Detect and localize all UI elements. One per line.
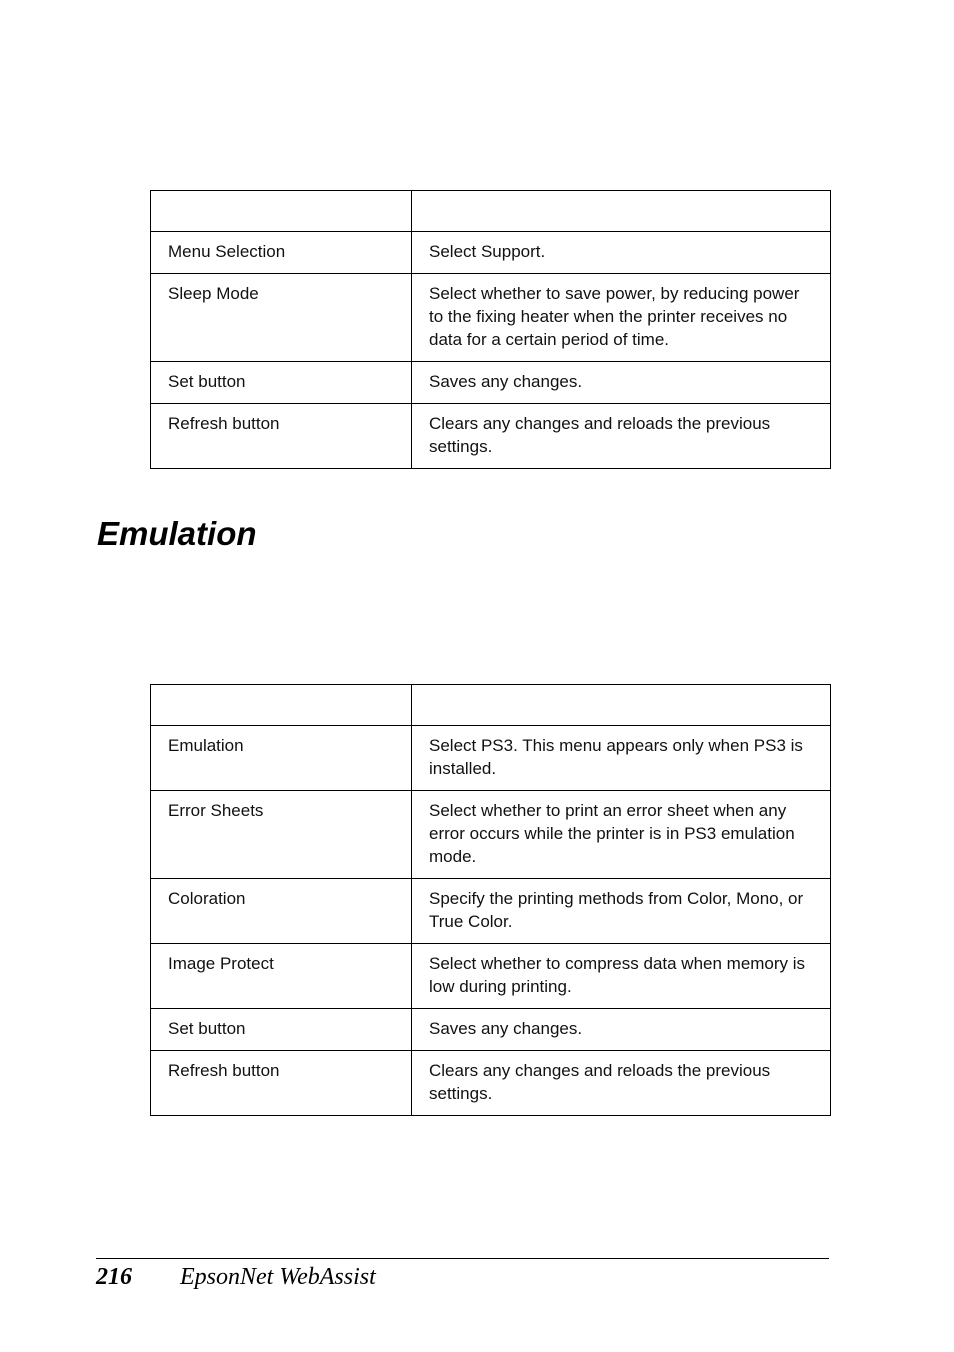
table-row [151,944,831,1009]
row-description: Specify the printing methods from Color, Mono, or True Color. [412,879,831,944]
footer-divider [96,1258,829,1259]
row-label: Set button [151,1009,412,1051]
settings-table-emulation [150,684,831,1116]
page-number: 216 [96,1264,132,1290]
row-label: Error Sheets [151,791,412,879]
table-header-row [151,685,831,726]
page-footer [96,1262,376,1292]
table-header-row [151,191,831,232]
table-header-cell [412,191,831,232]
row-description: Select PS3. This menu appears only when PS3 is installed. [412,726,831,791]
table-header-cell [151,191,412,232]
row-label: Sleep Mode [151,274,412,362]
settings-table-support [150,190,831,469]
table-row [151,404,831,469]
row-label: Refresh button [151,1051,412,1116]
row-label: Menu Selection [151,232,412,274]
table-row [151,791,831,879]
section-title: Emulation [97,515,257,552]
row-label: Image Protect [151,944,412,1009]
row-description: Saves any changes. [412,1009,831,1051]
table-row [151,879,831,944]
row-description: Clears any changes and reloads the previous settings. [412,1051,831,1116]
table-row [151,274,831,362]
row-description: Select Support. [412,232,831,274]
row-description: Select whether to save power, by reducing power to the fixing heater when the printer receives no data for a certain period of time. [412,274,831,362]
row-description: Select whether to print an error sheet when any error occurs while the printer is in PS3 emulation mode. [412,791,831,879]
table-row [151,1051,831,1116]
table-row [151,232,831,274]
row-label: Set button [151,362,412,404]
table-header-cell [412,685,831,726]
row-label: Refresh button [151,404,412,469]
row-label: Emulation [151,726,412,791]
table-row [151,362,831,404]
footer-title: EpsonNet WebAssist [180,1264,376,1290]
row-description: Clears any changes and reloads the previous settings. [412,404,831,469]
row-description: Select whether to compress data when memory is low during printing. [412,944,831,1009]
table-row [151,726,831,791]
table-row [151,1009,831,1051]
row-description: Saves any changes. [412,362,831,404]
table-header-cell [151,685,412,726]
row-label: Coloration [151,879,412,944]
